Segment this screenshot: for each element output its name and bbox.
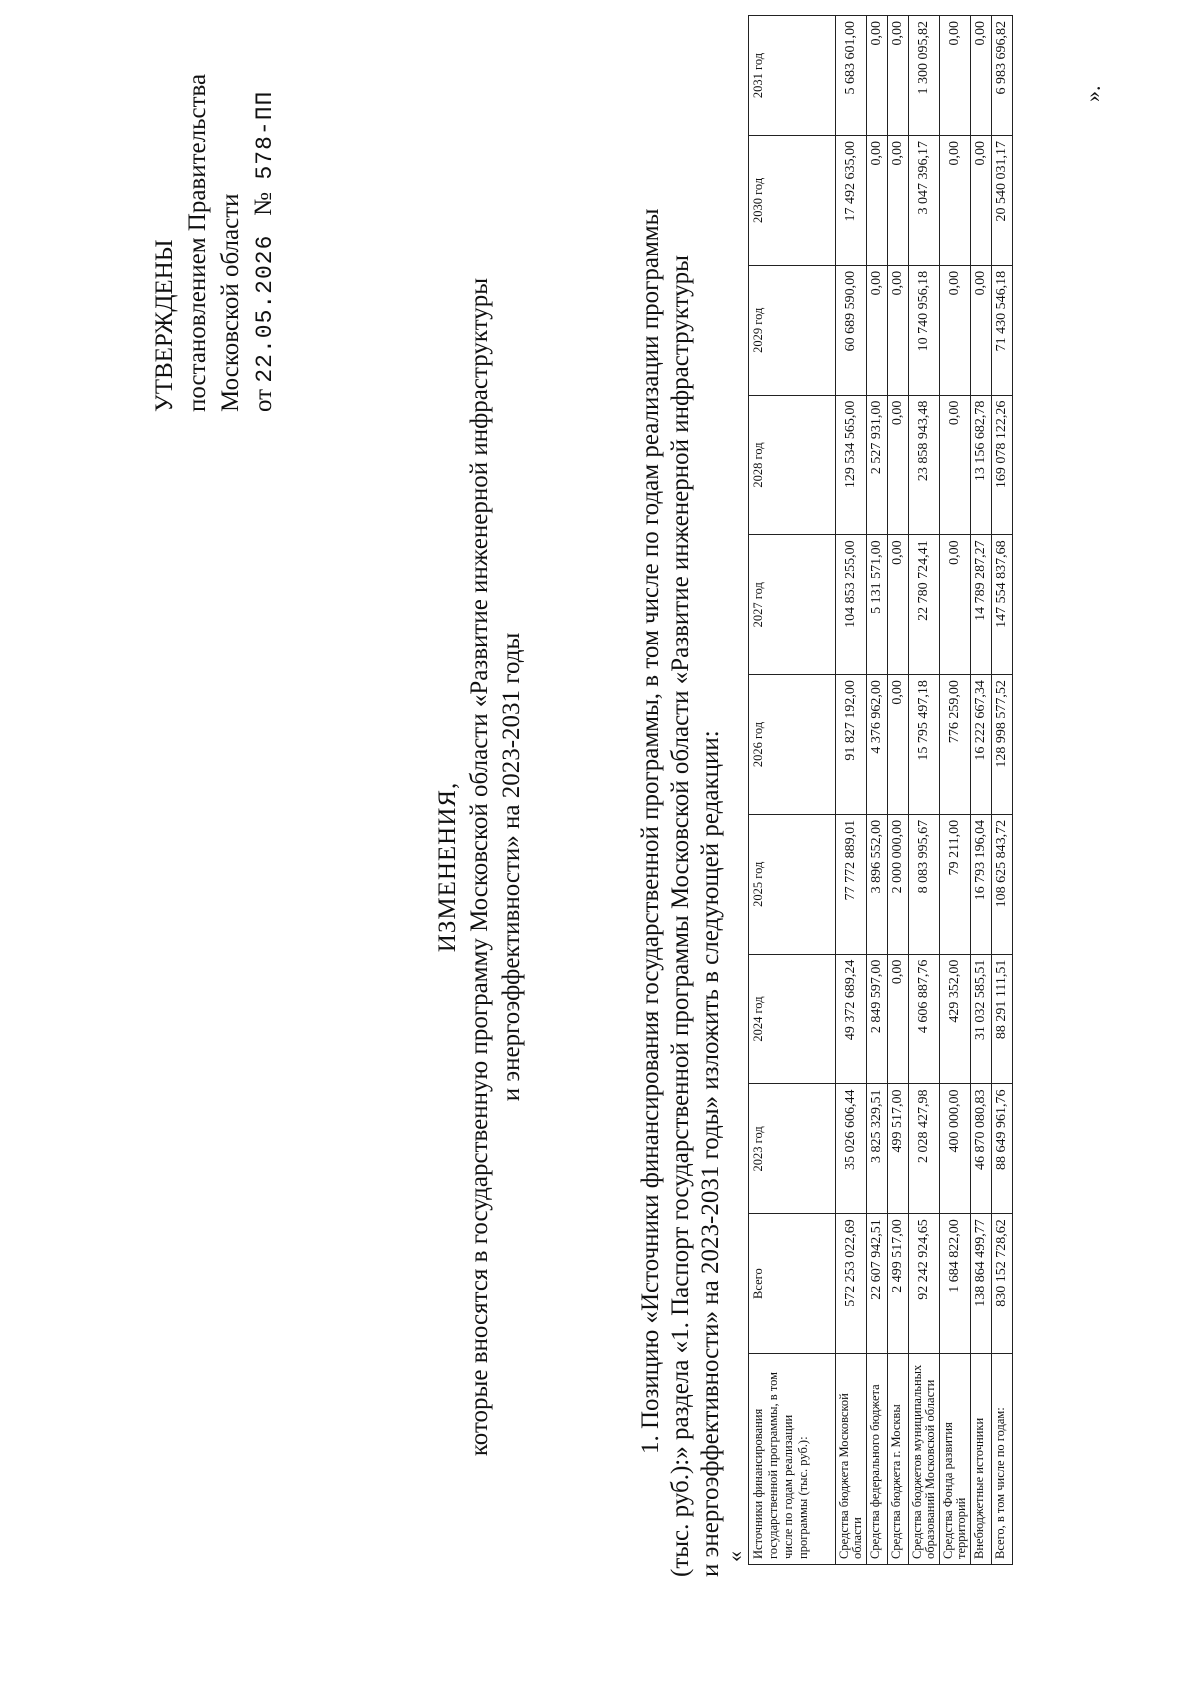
row-value: 3 047 396,17 [909,136,940,266]
row-value: 15 795 497,18 [909,675,940,815]
header-2024: 2024 год [749,954,836,1084]
row-value: 0,00 [888,954,909,1084]
approval-date: 22.05.2026 [252,234,278,383]
quote-open: « [722,1551,747,1562]
row-value: 23 858 943,48 [909,395,940,535]
row-value: 22 780 724,41 [909,535,940,675]
header-2029: 2029 год [749,265,836,395]
table-row [992,16,1013,1565]
row-value: 0,00 [940,535,971,675]
row-value: 0,00 [940,16,971,136]
approval-date-prefix: от [250,388,277,412]
table-row [867,16,888,1565]
row-value: 0,00 [888,136,909,266]
table-row [971,16,992,1565]
row-value: 13 156 682,78 [971,395,992,535]
heading-line1: которые вносятся в государственную программу Московской области «Развитие инженерной инфраструктуры [466,277,493,1457]
row-value: 77 772 889,01 [836,814,867,954]
table-header-row [749,16,836,1565]
row-value: 3 896 552,00 [867,814,888,954]
table-row [836,16,867,1565]
row-value: 0,00 [888,535,909,675]
row-value: 108 625 843,72 [992,814,1013,954]
row-value: 88 291 111,51 [992,954,1013,1084]
header-2030: 2030 год [749,136,836,266]
row-value: 1 300 095,82 [909,16,940,136]
row-value: 0,00 [867,265,888,395]
row-value: 10 740 956,18 [909,265,940,395]
row-label: Внебюджетные источники [971,1354,992,1565]
row-label: Средства Фонда развития территорий [940,1354,971,1565]
row-value: 0,00 [867,16,888,136]
row-value: 400 000,00 [940,1084,971,1214]
header-sources: Источники финансирования государственной программы, в том числе по годам реализации программы (тыс. руб.): [749,1354,836,1565]
row-value: 776 259,00 [940,675,971,815]
row-value: 2 527 931,00 [867,395,888,535]
header-2027: 2027 год [749,535,836,675]
quote-close: ». [1080,85,1105,102]
amendment-paragraph [636,0,726,1577]
table-body [836,16,1013,1565]
row-value: 0,00 [888,265,909,395]
paragraph-line3: и энергоэффективности» на 2023-2031 годы» изложить в следующей редакции: [697,730,724,1577]
row-value: 0,00 [940,136,971,266]
approval-title: УТВЕРЖДЕНЫ [151,239,178,412]
table-row [888,16,909,1565]
row-value: 0,00 [888,675,909,815]
table-row [940,16,971,1565]
row-value: 35 026 606,44 [836,1084,867,1214]
row-value: 4 376 962,00 [867,675,888,815]
row-value: 4 606 887,76 [909,954,940,1084]
document-heading [432,267,528,1467]
row-value: 429 352,00 [940,954,971,1084]
row-value: 138 864 499,77 [971,1214,992,1354]
row-value: 0,00 [867,136,888,266]
row-value: 16 793 196,04 [971,814,992,954]
row-value: 0,00 [940,265,971,395]
row-label: Средства бюджета Московской области [836,1354,867,1565]
row-value: 79 211,00 [940,814,971,954]
row-value: 60 689 590,00 [836,265,867,395]
row-value: 16 222 667,34 [971,675,992,815]
row-value: 46 870 080,83 [971,1084,992,1214]
table-row [909,16,940,1565]
row-value: 92 242 924,65 [909,1214,940,1354]
row-value: 147 554 837,68 [992,535,1013,675]
header-2025: 2025 год [749,814,836,954]
approval-stamp [148,52,282,412]
approval-line1: постановлением Правительства [184,73,211,412]
row-value: 1 684 822,00 [940,1214,971,1354]
row-value: 88 649 961,76 [992,1084,1013,1214]
row-value: 2 028 427,98 [909,1084,940,1214]
row-value: 499 517,00 [888,1084,909,1214]
approval-number: 578-ПП [252,90,278,180]
row-value: 20 540 031,17 [992,136,1013,266]
row-value: 128 998 577,52 [992,675,1013,815]
row-value: 91 827 192,00 [836,675,867,815]
row-value: 5 131 571,00 [867,535,888,675]
row-value: 49 372 689,24 [836,954,867,1084]
row-value: 3 825 329,51 [867,1084,888,1214]
row-value: 572 253 022,69 [836,1214,867,1354]
row-value: 169 078 122,26 [992,395,1013,535]
row-value: 14 789 287,27 [971,535,992,675]
row-value: 0,00 [940,395,971,535]
financing-table [748,15,1013,1565]
row-value: 0,00 [971,136,992,266]
row-value: 22 607 942,51 [867,1214,888,1354]
row-value: 129 534 565,00 [836,395,867,535]
header-2031: 2031 год [749,16,836,136]
row-value: 5 683 601,00 [836,16,867,136]
row-label: Всего, в том числе по годам: [992,1354,1013,1565]
row-value: 6 983 696,82 [992,16,1013,136]
header-2023: 2023 год [749,1084,836,1214]
row-label: Средства бюджета г. Москвы [888,1354,909,1565]
header-2028: 2028 год [749,395,836,535]
paragraph-line1: 1. Позицию «Источники финансирования государственной программы, в том числе по годам реализации программы [637,208,664,1454]
row-label: Средства бюджетов муниципальных образований Московской области [909,1354,940,1565]
row-value: 31 032 585,51 [971,954,992,1084]
row-value: 2 499 517,00 [888,1214,909,1354]
row-value: 8 083 995,67 [909,814,940,954]
row-value: 830 152 728,62 [992,1214,1013,1354]
heading-line2: и энергоэффективности» на 2023-2031 годы [498,632,525,1102]
row-value: 0,00 [888,395,909,535]
row-value: 2 000 000,00 [888,814,909,954]
row-label: Средства федерального бюджета [867,1354,888,1565]
row-value: 71 430 546,18 [992,265,1013,395]
row-value: 0,00 [971,16,992,136]
header-2026: 2026 год [749,675,836,815]
paragraph-line2: (тыс. руб.):» раздела «1. Паспорт государственной программы Московской области «Развитие инженерной инфраструктуры [667,255,694,1577]
approval-number-sign: № [250,192,277,216]
row-value: 2 849 597,00 [867,954,888,1084]
heading-title: ИЗМЕНЕНИЯ, [434,781,461,953]
approval-date-row [247,52,282,412]
row-value: 104 853 255,00 [836,535,867,675]
row-value: 0,00 [971,265,992,395]
row-value: 0,00 [888,16,909,136]
row-value: 17 492 635,00 [836,136,867,266]
approval-line2: Московской области [217,193,244,412]
header-total: Всего [749,1214,836,1354]
